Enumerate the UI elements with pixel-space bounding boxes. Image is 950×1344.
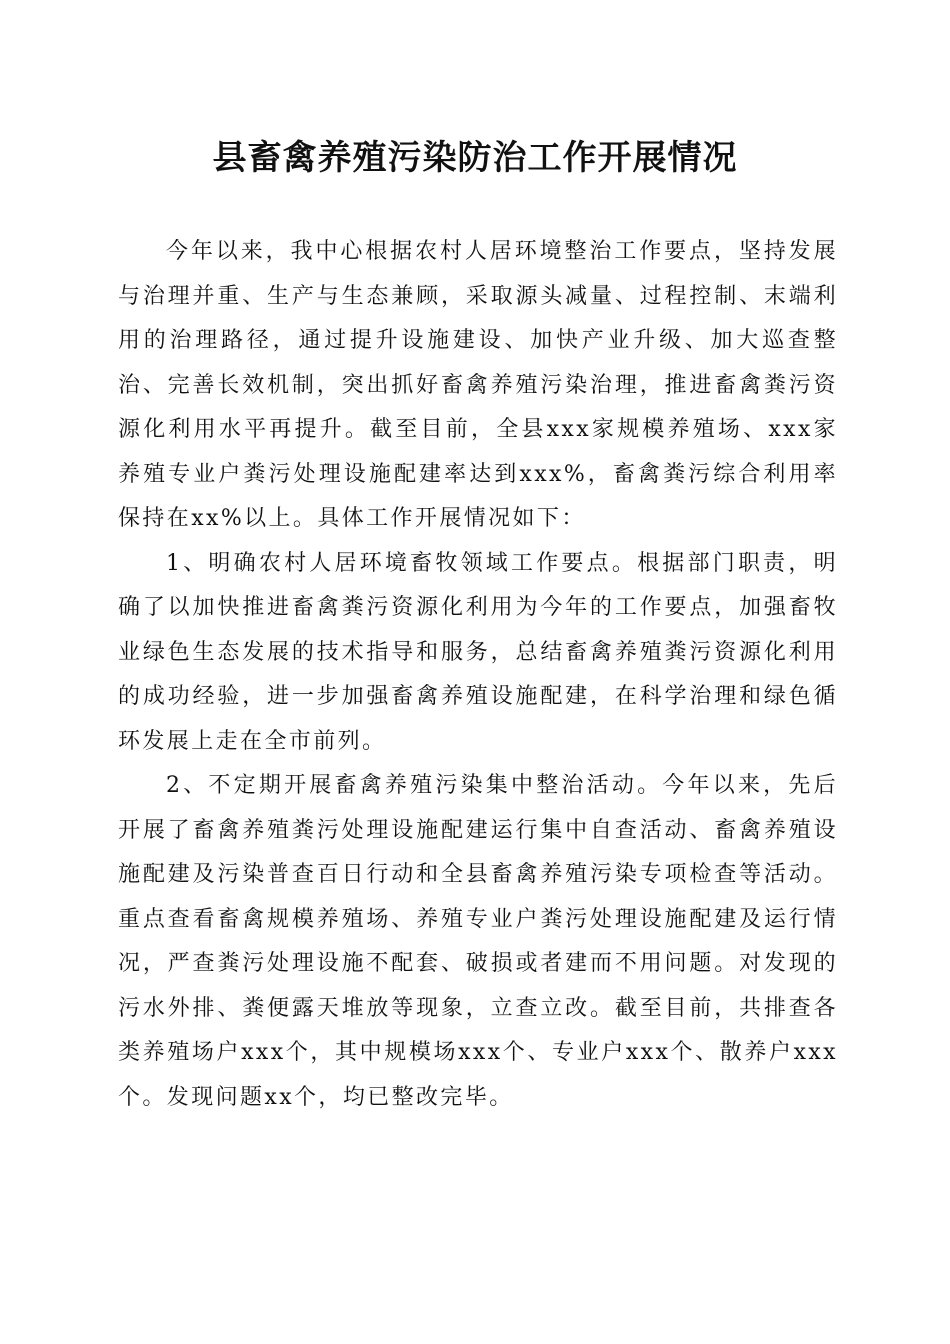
document-body [118, 230, 838, 1120]
document-title: 县畜禽养殖污染防治工作开展情况 [212, 138, 738, 178]
paragraph-item-2: 2、不定期开展畜禽养殖污染集中整治活动。今年以来，先后开展了畜禽养殖粪污处理设施配建运行集中自查活动、畜禽养殖设施配建及污染普查百日行动和全县畜禽养殖污染专项检查等活动。重点查看畜禽规模养殖场、养殖专业户粪污处理设施配建及运行情况，严查粪污处理设施不配套、破损或者建而不用问题。对发现的污水外排、粪便露天堆放等现象，立查立改。截至目前，共排查各类养殖场户xxx个，其中规模场xxx个、专业户xxx个、散养户xxx个。发现问题xx个，均已整改完毕。 [118, 773, 838, 1110]
paragraph-intro: 今年以来，我中心根据农村人居环境整治工作要点，坚持发展与治理并重、生产与生态兼顾，采取源头减量、过程控制、末端利用的治理路径，通过提升设施建设、加快产业升级、加大巡查整治、完善长效机制，突出抓好畜禽养殖污染治理，推进畜禽粪污资源化利用水平再提升。截至目前，全县xxx家规模养殖场、xxx家养殖专业户粪污处理设施配建率达到xxx%，畜禽粪污综合利用率保持在xx%以上。具体工作开展情况如下： [118, 239, 838, 531]
paragraph-item-1: 1、明确农村人居环境畜牧领域工作要点。根据部门职责，明确了以加快推进畜禽粪污资源化利用为今年的工作要点，加强畜牧业绿色生态发展的技术指导和服务，总结畜禽养殖粪污资源化利用的成功经验，进一步加强畜禽养殖设施配建，在科学治理和绿色循环发展上走在全市前列。 [118, 550, 838, 754]
